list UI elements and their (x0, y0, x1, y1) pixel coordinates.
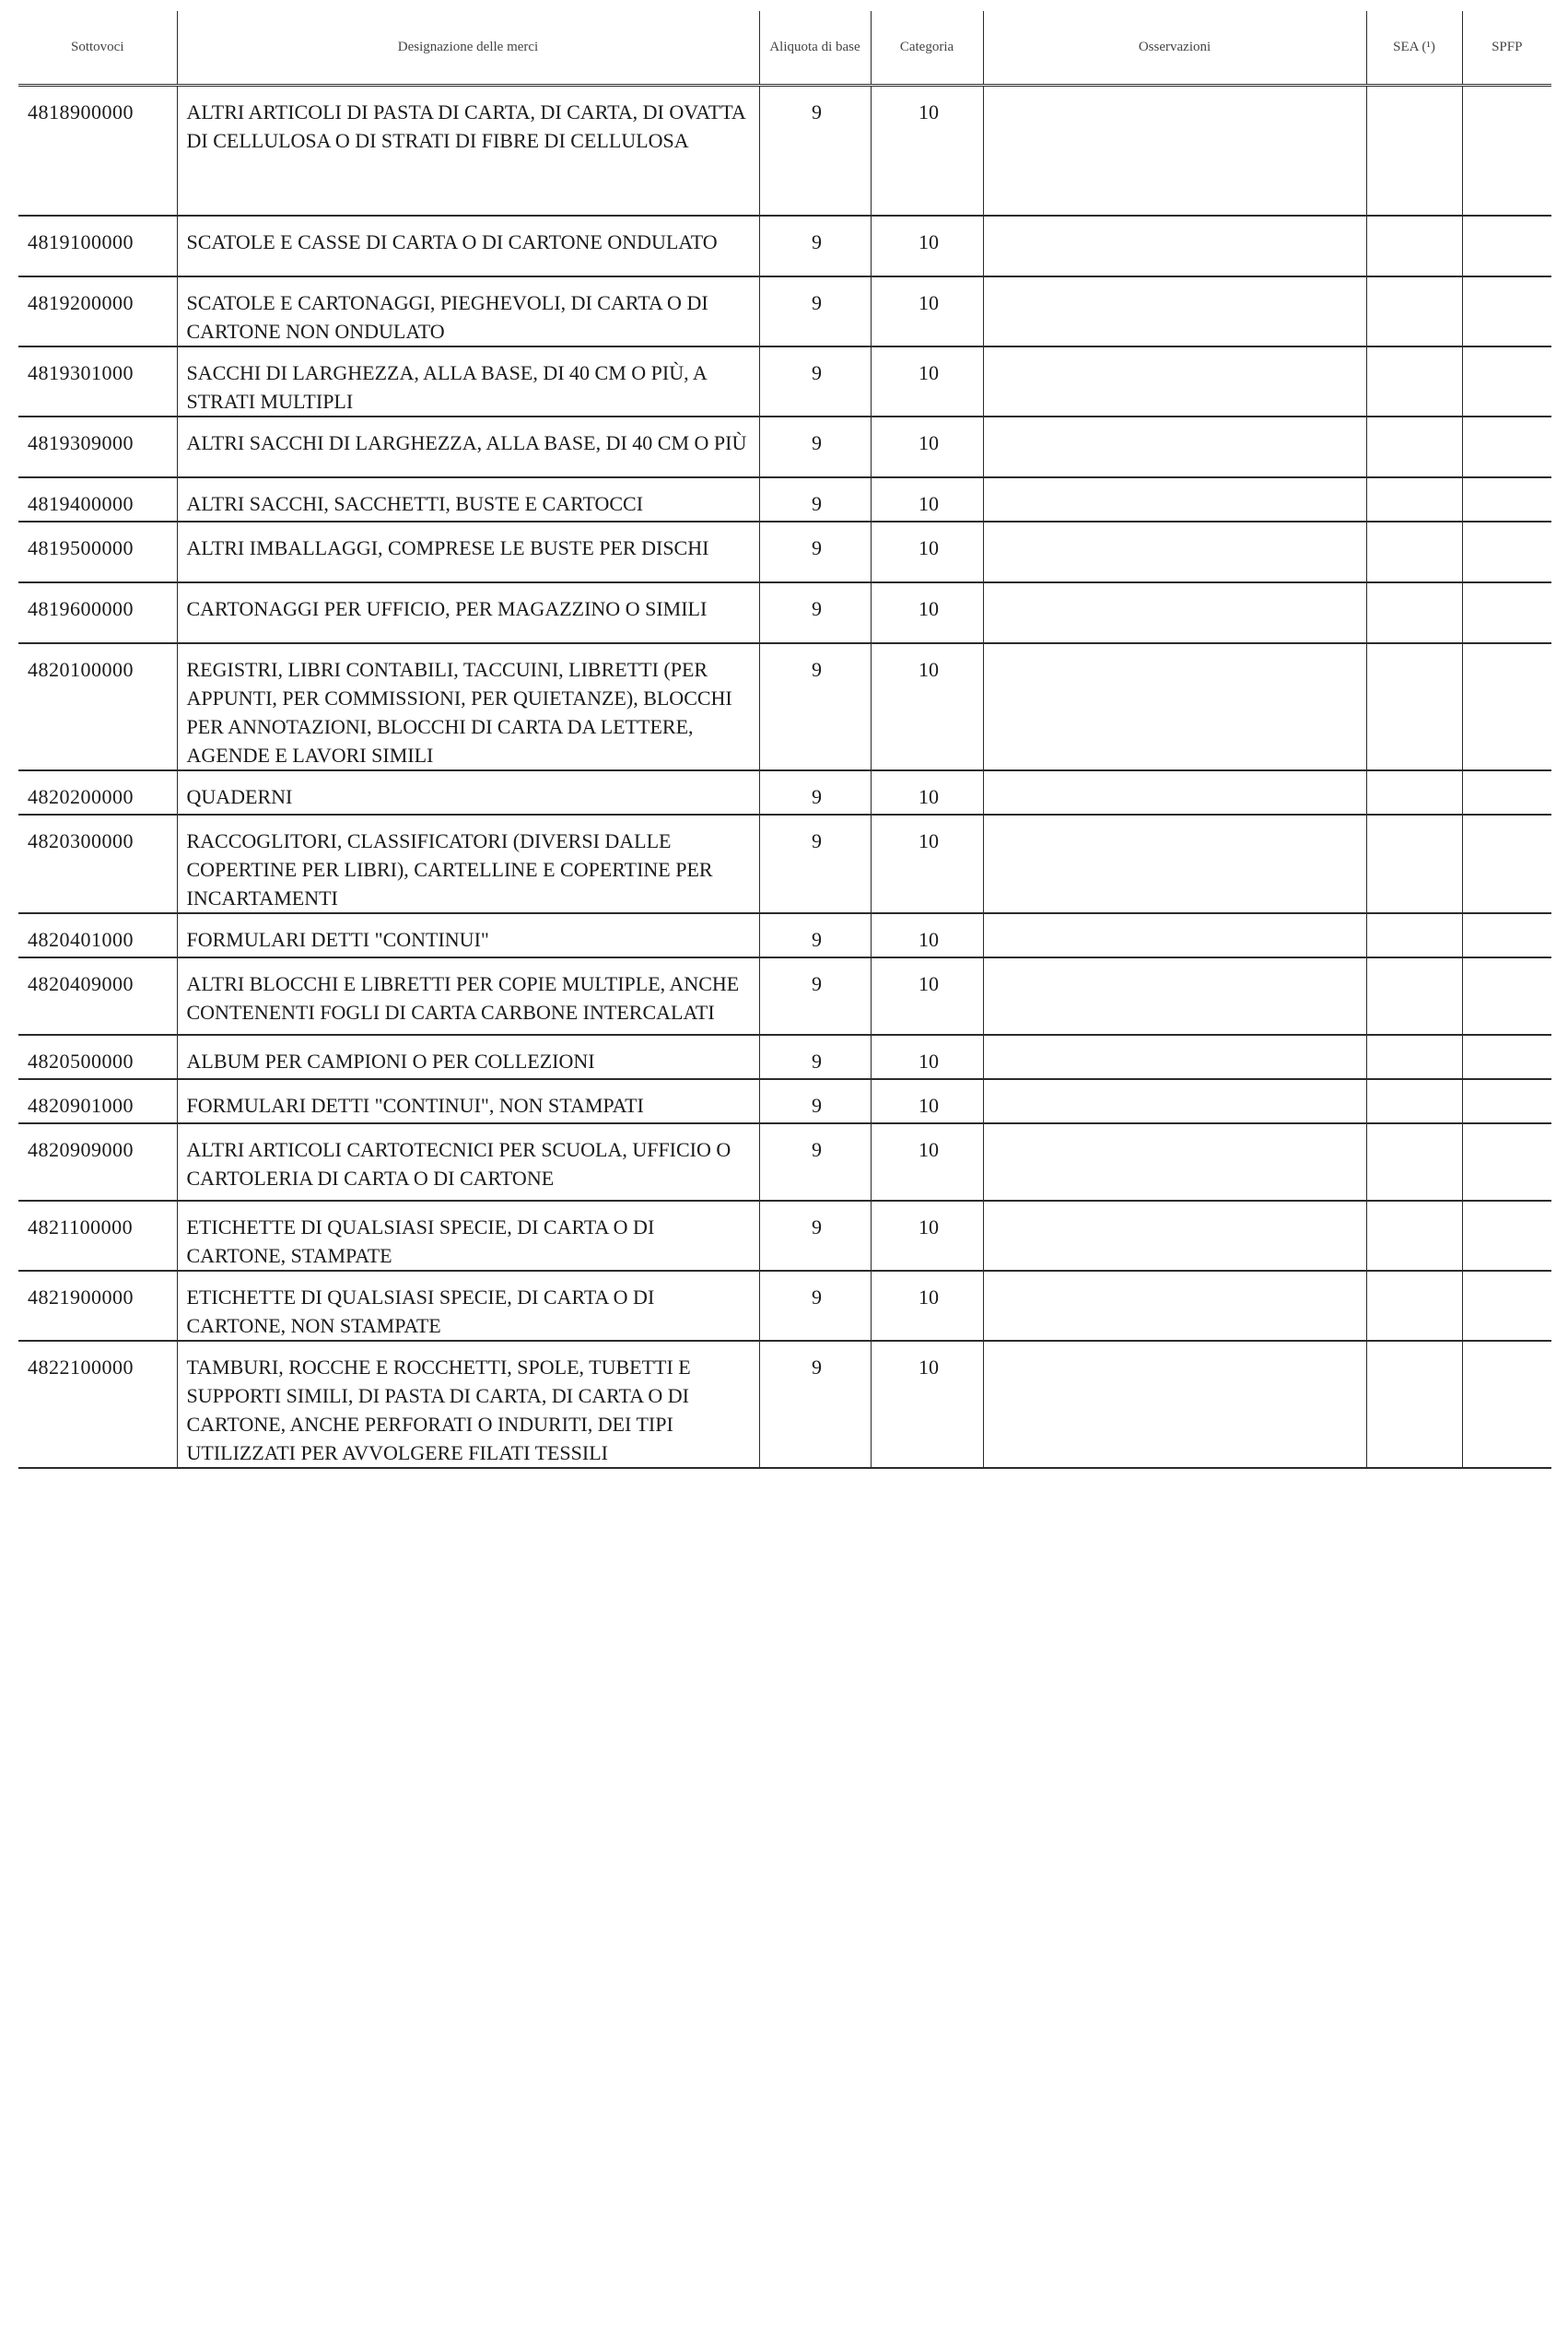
base-rate-cell: 9 (759, 1123, 871, 1201)
table-row (18, 1271, 1551, 1341)
category-cell: 10 (871, 417, 983, 477)
category-cell: 10 (871, 957, 983, 1035)
base-rate-cell: 9 (759, 1035, 871, 1079)
sea-cell (1366, 1201, 1462, 1271)
table-row (18, 1123, 1551, 1201)
sea-cell (1366, 216, 1462, 276)
remarks-cell (983, 582, 1366, 643)
category-cell: 10 (871, 216, 983, 276)
table-row (18, 477, 1551, 522)
description-cell: SCATOLE E CARTONAGGI, PIEGHEVOLI, DI CARTA O DI CARTONE NON ONDULATO (177, 276, 759, 346)
description-cell: ALTRI SACCHI, SACCHETTI, BUSTE E CARTOCCI (177, 477, 759, 522)
sea-cell (1366, 913, 1462, 957)
header-sea: SEA (¹) (1366, 11, 1462, 85)
table-row (18, 913, 1551, 957)
table-row (18, 1035, 1551, 1079)
category-cell: 10 (871, 522, 983, 582)
header-spfp: SPFP (1462, 11, 1551, 85)
remarks-cell (983, 815, 1366, 913)
table-row (18, 957, 1551, 1035)
base-rate-cell: 9 (759, 85, 871, 216)
table-row (18, 276, 1551, 346)
description-cell: ALTRI ARTICOLI CARTOTECNICI PER SCUOLA, UFFICIO O CARTOLERIA DI CARTA O DI CARTONE (177, 1123, 759, 1201)
table-row (18, 346, 1551, 417)
description-cell: REGISTRI, LIBRI CONTABILI, TACCUINI, LIBRETTI (PER APPUNTI, PER COMMISSIONI, PER QUIETANZE), BLOCCHI PER ANNOTAZIONI, BLOCCHI DI CARTA DA LETTERE, AGENDE E LAVORI SIMILI (177, 643, 759, 770)
header-remarks: Osservazioni (983, 11, 1366, 85)
code-cell: 4821900000 (18, 1271, 177, 1341)
description-cell: QUADERNI (177, 770, 759, 815)
description-cell: ALTRI SACCHI DI LARGHEZZA, ALLA BASE, DI 40 CM O PIÙ (177, 417, 759, 477)
header-description: Designazione delle merci (177, 11, 759, 85)
spfp-cell (1462, 276, 1551, 346)
spfp-cell (1462, 957, 1551, 1035)
spfp-cell (1462, 643, 1551, 770)
spfp-cell (1462, 216, 1551, 276)
base-rate-cell: 9 (759, 522, 871, 582)
table-row (18, 1201, 1551, 1271)
spfp-cell (1462, 346, 1551, 417)
sea-cell (1366, 957, 1462, 1035)
sea-cell (1366, 417, 1462, 477)
category-cell: 10 (871, 1035, 983, 1079)
description-cell: ETICHETTE DI QUALSIASI SPECIE, DI CARTA O DI CARTONE, STAMPATE (177, 1201, 759, 1271)
spfp-cell (1462, 1035, 1551, 1079)
base-rate-cell: 9 (759, 216, 871, 276)
table-row (18, 1341, 1551, 1468)
spfp-cell (1462, 522, 1551, 582)
code-cell: 4820409000 (18, 957, 177, 1035)
spfp-cell (1462, 1201, 1551, 1271)
code-cell: 4819600000 (18, 582, 177, 643)
base-rate-cell: 9 (759, 1271, 871, 1341)
code-cell: 4819100000 (18, 216, 177, 276)
code-cell: 4821100000 (18, 1201, 177, 1271)
remarks-cell (983, 417, 1366, 477)
sea-cell (1366, 85, 1462, 216)
category-cell: 10 (871, 1079, 983, 1123)
description-cell: RACCOGLITORI, CLASSIFICATORI (DIVERSI DALLE COPERTINE PER LIBRI), CARTELLINE E COPERTINE PER INCARTAMENTI (177, 815, 759, 913)
sea-cell (1366, 346, 1462, 417)
table-row (18, 770, 1551, 815)
description-cell: ETICHETTE DI QUALSIASI SPECIE, DI CARTA O DI CARTONE, NON STAMPATE (177, 1271, 759, 1341)
tariff-table (18, 11, 1551, 1469)
table-row (18, 85, 1551, 216)
base-rate-cell: 9 (759, 815, 871, 913)
code-cell: 4819301000 (18, 346, 177, 417)
sea-cell (1366, 276, 1462, 346)
category-cell: 10 (871, 815, 983, 913)
category-cell: 10 (871, 85, 983, 216)
sea-cell (1366, 770, 1462, 815)
description-cell: FORMULARI DETTI "CONTINUI", NON STAMPATI (177, 1079, 759, 1123)
category-cell: 10 (871, 346, 983, 417)
spfp-cell (1462, 582, 1551, 643)
remarks-cell (983, 276, 1366, 346)
spfp-cell (1462, 477, 1551, 522)
spfp-cell (1462, 1341, 1551, 1468)
remarks-cell (983, 1123, 1366, 1201)
code-cell: 4819200000 (18, 276, 177, 346)
remarks-cell (983, 477, 1366, 522)
description-cell: TAMBURI, ROCCHE E ROCCHETTI, SPOLE, TUBETTI E SUPPORTI SIMILI, DI PASTA DI CARTA, DI CARTA O DI CARTONE, ANCHE PERFORATI O INDURITI, DEI TIPI UTILIZZATI PER AVVOLGERE FILATI TESSILI (177, 1341, 759, 1468)
table-row (18, 522, 1551, 582)
remarks-cell (983, 1271, 1366, 1341)
remarks-cell (983, 1201, 1366, 1271)
category-cell: 10 (871, 1341, 983, 1468)
code-cell: 4820100000 (18, 643, 177, 770)
header-row (18, 11, 1551, 85)
sea-cell (1366, 582, 1462, 643)
category-cell: 10 (871, 643, 983, 770)
code-cell: 4820909000 (18, 1123, 177, 1201)
remarks-cell (983, 346, 1366, 417)
code-cell: 4820901000 (18, 1079, 177, 1123)
spfp-cell (1462, 85, 1551, 216)
sea-cell (1366, 477, 1462, 522)
code-cell: 4822100000 (18, 1341, 177, 1468)
remarks-cell (983, 643, 1366, 770)
spfp-cell (1462, 417, 1551, 477)
sea-cell (1366, 815, 1462, 913)
table-body (18, 85, 1551, 1468)
base-rate-cell: 9 (759, 770, 871, 815)
category-cell: 10 (871, 1201, 983, 1271)
spfp-cell (1462, 913, 1551, 957)
category-cell: 10 (871, 477, 983, 522)
remarks-cell (983, 85, 1366, 216)
spfp-cell (1462, 815, 1551, 913)
description-cell: SACCHI DI LARGHEZZA, ALLA BASE, DI 40 CM O PIÙ, A STRATI MULTIPLI (177, 346, 759, 417)
sea-cell (1366, 1341, 1462, 1468)
remarks-cell (983, 522, 1366, 582)
sea-cell (1366, 1123, 1462, 1201)
base-rate-cell: 9 (759, 346, 871, 417)
remarks-cell (983, 957, 1366, 1035)
base-rate-cell: 9 (759, 1201, 871, 1271)
description-cell: ALTRI IMBALLAGGI, COMPRESE LE BUSTE PER DISCHI (177, 522, 759, 582)
base-rate-cell: 9 (759, 1079, 871, 1123)
table-row (18, 417, 1551, 477)
header-base-rate: Aliquota di base (759, 11, 871, 85)
remarks-cell (983, 1035, 1366, 1079)
remarks-cell (983, 913, 1366, 957)
code-cell: 4820500000 (18, 1035, 177, 1079)
remarks-cell (983, 1341, 1366, 1468)
code-cell: 4820401000 (18, 913, 177, 957)
description-cell: ALTRI ARTICOLI DI PASTA DI CARTA, DI CARTA, DI OVATTA DI CELLULOSA O DI STRATI DI FIBRE DI CELLULOSA (177, 85, 759, 216)
base-rate-cell: 9 (759, 417, 871, 477)
sea-cell (1366, 1035, 1462, 1079)
remarks-cell (983, 1079, 1366, 1123)
description-cell: ALTRI BLOCCHI E LIBRETTI PER COPIE MULTIPLE, ANCHE CONTENENTI FOGLI DI CARTA CARBONE INTERCALATI (177, 957, 759, 1035)
base-rate-cell: 9 (759, 913, 871, 957)
table-row (18, 815, 1551, 913)
category-cell: 10 (871, 582, 983, 643)
base-rate-cell: 9 (759, 1341, 871, 1468)
spfp-cell (1462, 1123, 1551, 1201)
code-cell: 4819400000 (18, 477, 177, 522)
table-row (18, 216, 1551, 276)
table-header (18, 11, 1551, 85)
description-cell: ALBUM PER CAMPIONI O PER COLLEZIONI (177, 1035, 759, 1079)
code-cell: 4819309000 (18, 417, 177, 477)
description-cell: CARTONAGGI PER UFFICIO, PER MAGAZZINO O SIMILI (177, 582, 759, 643)
category-cell: 10 (871, 770, 983, 815)
category-cell: 10 (871, 1271, 983, 1341)
base-rate-cell: 9 (759, 582, 871, 643)
spfp-cell (1462, 1079, 1551, 1123)
header-category: Categoria (871, 11, 983, 85)
base-rate-cell: 9 (759, 477, 871, 522)
category-cell: 10 (871, 1123, 983, 1201)
remarks-cell (983, 770, 1366, 815)
description-cell: SCATOLE E CASSE DI CARTA O DI CARTONE ONDULATO (177, 216, 759, 276)
sea-cell (1366, 1079, 1462, 1123)
description-cell: FORMULARI DETTI "CONTINUI" (177, 913, 759, 957)
category-cell: 10 (871, 276, 983, 346)
table-row (18, 582, 1551, 643)
code-cell: 4818900000 (18, 85, 177, 216)
table-row (18, 1079, 1551, 1123)
remarks-cell (983, 216, 1366, 276)
category-cell: 10 (871, 913, 983, 957)
code-cell: 4820200000 (18, 770, 177, 815)
code-cell: 4820300000 (18, 815, 177, 913)
code-cell: 4819500000 (18, 522, 177, 582)
sea-cell (1366, 643, 1462, 770)
table-row (18, 643, 1551, 770)
base-rate-cell: 9 (759, 643, 871, 770)
header-code: Sottovoci (18, 11, 177, 85)
sea-cell (1366, 1271, 1462, 1341)
sea-cell (1366, 522, 1462, 582)
base-rate-cell: 9 (759, 957, 871, 1035)
base-rate-cell: 9 (759, 276, 871, 346)
spfp-cell (1462, 1271, 1551, 1341)
spfp-cell (1462, 770, 1551, 815)
